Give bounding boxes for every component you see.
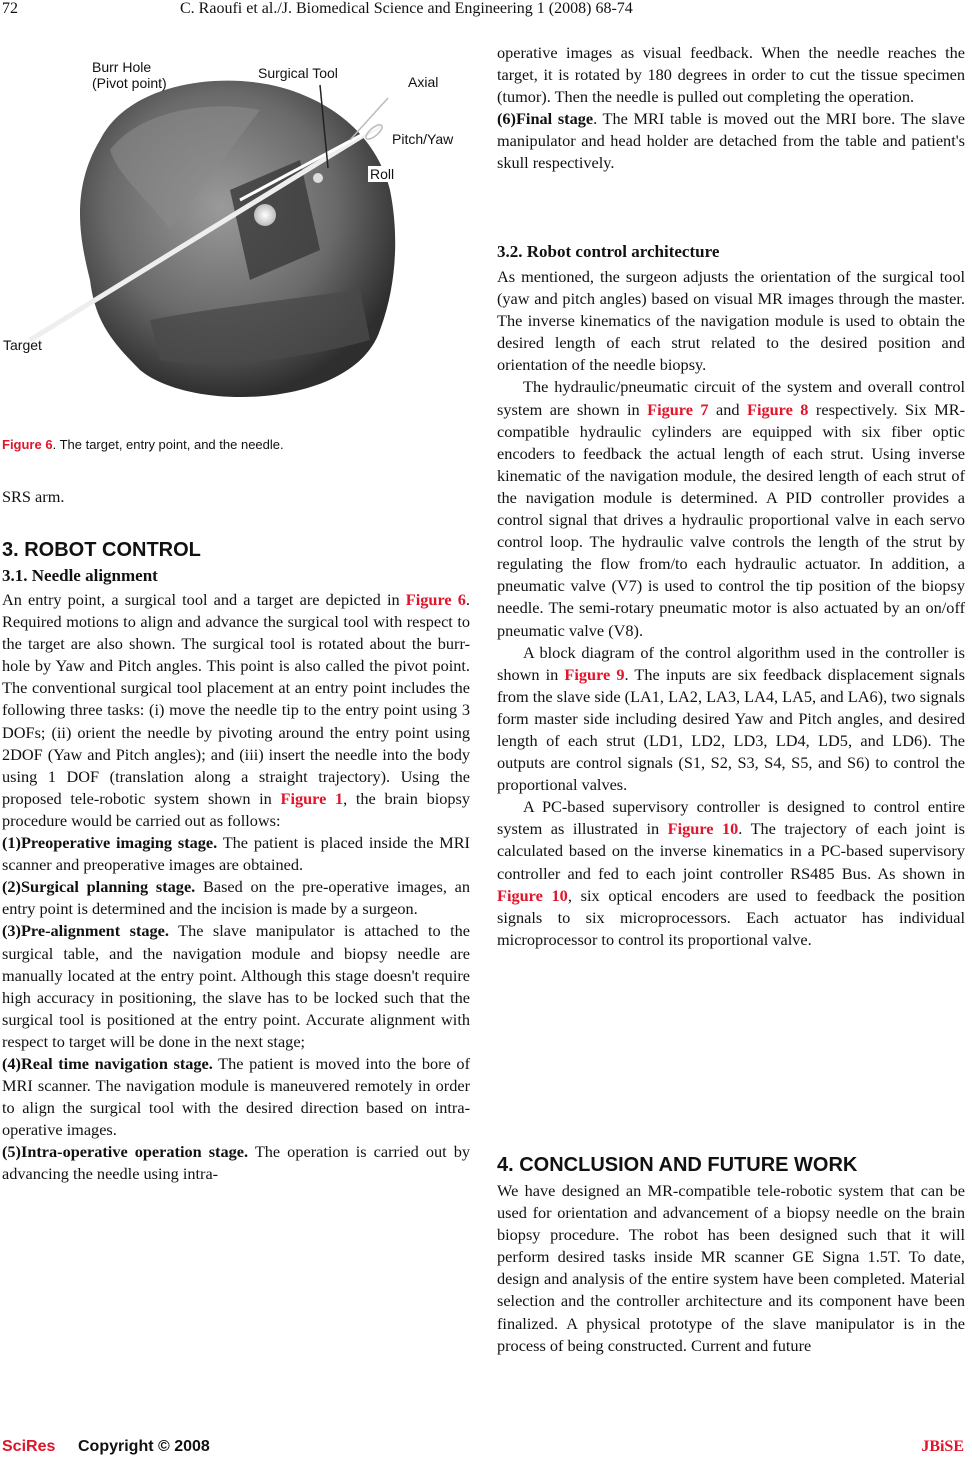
figure-link[interactable]: Figure 7: [647, 399, 709, 419]
stage-item: (1)Preoperative imaging stage. The patient is placed inside the MRI scanner and preoperative images are obtained.: [2, 833, 470, 875]
label-pitch-yaw: Pitch/Yaw: [392, 131, 454, 147]
figure-link[interactable]: Figure 1: [280, 788, 344, 808]
running-title: C. Raoufi et al./J. Biomedical Science and Engineering 1 (2008) 68-74: [180, 0, 633, 17]
paragraph: operative images as visual feedback. When the needle reaches the target, it is rotated by 180 degrees in order to cut the tissue specimen (tumor). Then the needle is pulled out completing the operation.: [497, 43, 965, 107]
paragraph: A PC-based supervisory controller is designed to control entire system as illustrated in Figure 10. The trajectory of each joint is calculated based on the inverse kinematics in a PC-based supervisory controller and fed to each joint controller RS485 Bus. As shown in Figure 10, six optical encoders are used to feedback the position signals to six microprocessors. Each actuator has individual microprocessor to control its proportional valve.: [497, 797, 965, 949]
label-roll: Roll: [370, 166, 395, 182]
figure-caption: [2, 437, 284, 452]
caption-text: . The target, entry point, and the needle.: [52, 437, 284, 452]
stage-item: (3)Pre-alignment stage. The slave manipulator is attached to the surgical table, and the navigation module and biopsy needle are manually located at the entry point. Although this stage doesn't require high accuracy in positioning, the slave has to be locked such that the surgical tool is positioned at the entry point. Accurate alignment with respect to target will be done in the next stage;: [2, 921, 470, 1051]
label-target: Target: [3, 337, 42, 353]
right-conclusion: We have designed an MR-compatible tele-robotic system that can be used for orientation and advancement of a biopsy needle on the brain biopsy procedure. The robot has been designed such that it will perform desired tasks inside MR scanner GE Signa 1.5T. To date, design and analysis of the entire system have been completed. Material selection and the controller architecture and its component have been finalized. A physical prototype of the slave manipulator is in the process of being constructed. Current and future: [497, 1181, 965, 1355]
paragraph: As mentioned, the surgeon adjusts the orientation of the surgical tool (yaw and pitch angles) based on visual MR images through the master. The inverse kinematics of the navigation module is used to obtain the desired length of each strut related to the desired position and orientation of the needle biopsy.: [497, 267, 965, 375]
paragraph: An entry point, a surgical tool and a target are depicted in Figure 6. Required motions to align and advance the surgical tool with respect to the target are also shown. The surgical tool is rotated about the burr-hole by Yaw and Pitch angles. This point is also called the pivot point. The conventional surgical tool placement at an entry point includes the following three tasks: (i) move the needle tip to the entry point using 3 DOFs; (ii) orient the needle by pivoting around the entry point using 2DOF (Yaw and Pitch angles); and (iii) insert the needle into the body using 1 DOF (translation along a straight trajectory). Using the proposed tele-robotic system shown in Figure 1, the brain biopsy procedure would be carried out as follows:: [2, 590, 470, 830]
figure-link[interactable]: Figure 9: [564, 664, 625, 684]
right-body: [497, 266, 965, 951]
stage-item: (2)Surgical planning stage. Based on the pre-operative images, an entry point is determined and the incision is made by a surgeon.: [2, 877, 470, 919]
stage-item: (4)Real time navigation stage. The patient is moved into the bore of MRI scanner. The navigation module is maneuvered remotely in order to align the surgical tool with the desired direction based on intra-operative images.: [2, 1053, 470, 1140]
right-top: [497, 42, 965, 175]
figure-6: [0, 40, 480, 425]
page-number: 72: [2, 0, 18, 17]
stage-item: (6)Final stage. The MRI table is moved out the MRI bore. The slave manipulator and head holder are detached from the table and patient's skull respectively.: [497, 109, 965, 173]
brain-render-illustration: [0, 40, 480, 425]
section-heading-conclusion: 4. CONCLUSION AND FUTURE WORK: [497, 1154, 858, 1176]
label-burr-hole: Burr Hole (Pivot point): [92, 59, 167, 91]
label-surgical-tool: Surgical Tool: [258, 65, 338, 81]
figure-link[interactable]: Figure 8: [747, 399, 809, 419]
running-header: [0, 0, 972, 22]
section-heading-robot-control: 3. ROBOT CONTROL: [2, 539, 201, 561]
label-axial: Axial: [408, 74, 439, 90]
figure-link[interactable]: Figure 6: [405, 590, 466, 609]
publisher-brand: SciRes: [2, 1438, 56, 1455]
figure-link[interactable]: Figure 10: [667, 819, 739, 839]
left-srs-text: SRS arm.: [2, 487, 65, 506]
journal-abbrev: JBiSE: [921, 1438, 964, 1455]
caption-figure-ref: Figure 6: [2, 437, 53, 452]
copyright: Copyright © 2008: [78, 1438, 210, 1455]
paragraph: The hydraulic/pneumatic circuit of the system and overall control system are shown in Figure 7 and Figure 8 respectively. Six MR-compatible hydraulic cylinders are equipped with six fiber optic encoders to feedback the actual length of each strut. Using inverse kinematic of the navigation module, the desired length of each strut of the navigation module is determined. A PID controller provides a control signal that drives a hydraulic proportional valve in each servo control loop. The hydraulic valve controls the length of the strut by regulating the flow from/to each hydraulic actuator. In addition, a pneumatic valve (V7) is used to control the tip position of the biopsy needle. The semi-rotary pneumatic motor is also actuated by an on/off pneumatic valve (V8).: [497, 377, 965, 640]
figure-link[interactable]: Figure 10: [497, 885, 568, 905]
left-body: [2, 589, 470, 1186]
stage-item: (5)Intra-operative operation stage. The operation is carried out by advancing the needle using intra-: [2, 1142, 471, 1184]
paragraph: A block diagram of the control algorithm used in the controller is shown in Figure 9. The inputs are six feedback displacement signals from the slave side (LA1, LA2, LA3, LA4, LA5, and LA6), two signals form master side including desired Yaw and Pitch angles, and desired length of each strut (LD1, LD2, LD3, LD4, LD5, and LD6). The outputs are control signals (S1, S2, S3, S4, S5, and S6) to control the proportional valves.: [497, 642, 965, 795]
subsection-heading-needle-alignment: 3.1. Needle alignment: [2, 566, 158, 585]
subsection-heading-control-architecture: 3.2. Robot control architecture: [497, 242, 720, 261]
